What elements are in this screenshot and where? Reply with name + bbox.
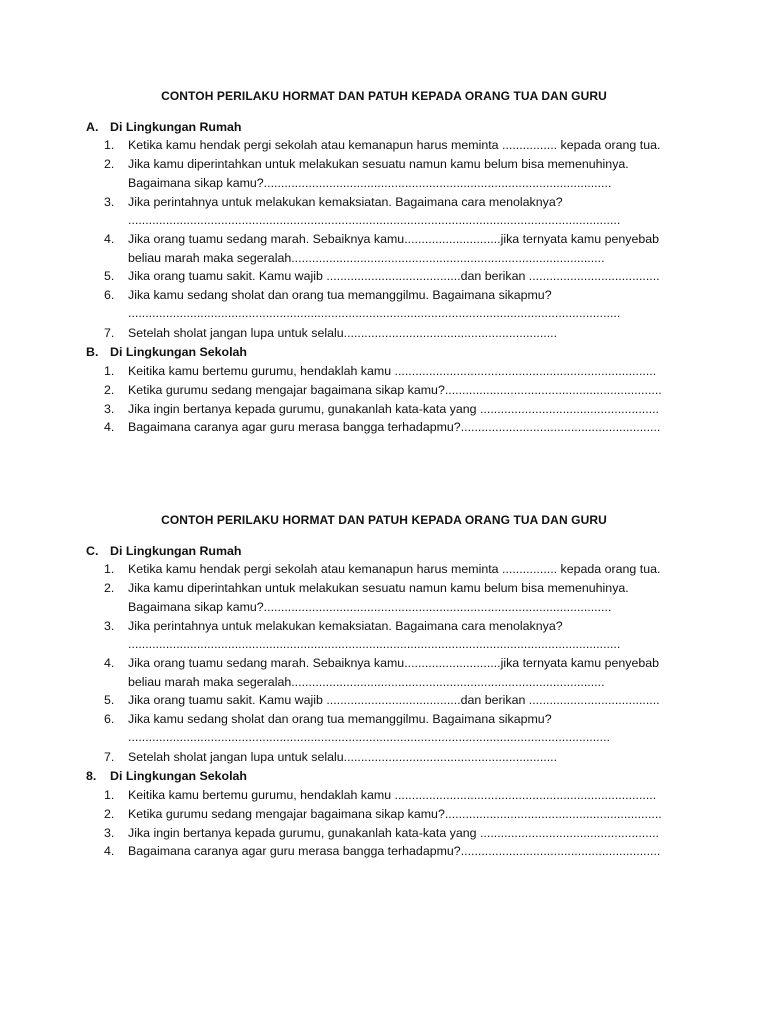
item-text: Bagaimana caranya agar guru merasa bangga terhadapmu?..........................................................	[128, 844, 661, 858]
item-text: Ketika kamu hendak pergi sekolah atau kemanapun harus meminta ................ kepada orang tua.	[128, 562, 661, 576]
item-number: 4.	[104, 232, 115, 246]
answer-line: ...............................................................................................................................................	[128, 306, 621, 320]
item-text: Setelah sholat jangan lupa untuk selalu..............................................................	[128, 750, 558, 764]
answer-line: ...............................................................................................................................................	[128, 213, 621, 227]
item-number: 1.	[104, 138, 115, 152]
item-number: 2.	[104, 383, 115, 397]
item-text: Jika orang tuamu sedang marah. Sebaiknya kamu............................jika ternyata kamu penyebab	[128, 232, 660, 246]
section-letter: C.	[86, 544, 99, 558]
item-number: 3.	[104, 826, 115, 840]
item-continuation: Bagaimana sikap kamu?.....................................................................................................	[128, 600, 612, 614]
item-text: Jika kamu diperintahkan untuk melakukan sesuatu namun kamu belum bisa memenuhinya.	[128, 581, 629, 595]
section-label: Di Lingkungan Sekolah	[110, 769, 247, 783]
item-continuation: beliau marah maka segeralah...........................................................................................	[128, 251, 605, 265]
item-number: 3.	[104, 402, 115, 416]
section-letter: B.	[86, 345, 99, 359]
item-text: Jika orang tuamu sakit. Kamu wajib .......................................dan berikan ......................................	[128, 693, 660, 707]
section-label: Di Lingkungan Sekolah	[110, 345, 247, 359]
item-text: Jika orang tuamu sakit. Kamu wajib .......................................dan berikan ......................................	[128, 269, 660, 283]
item-text: Ketika gurumu sedang mengajar bagaimana sikap kamu?...............................................................	[128, 383, 662, 397]
item-text: Keitika kamu bertemu gurumu, hendaklah kamu ............................................................................	[128, 788, 657, 802]
item-number: 1.	[104, 364, 115, 378]
item-number: 7.	[104, 326, 115, 340]
item-number: 3.	[104, 195, 115, 209]
item-number: 2.	[104, 581, 115, 595]
page-title: CONTOH PERILAKU HORMAT DAN PATUH KEPADA ORANG TUA DAN GURU	[161, 89, 607, 103]
item-number: 4.	[104, 844, 115, 858]
item-number: 6.	[104, 288, 115, 302]
item-text: Jika ingin bertanya kepada gurumu, gunakanlah kata-kata yang ....................................................	[128, 402, 660, 416]
item-number: 5.	[104, 269, 115, 283]
item-number: 1.	[104, 562, 115, 576]
item-text: Keitika kamu bertemu gurumu, hendaklah kamu ............................................................................	[128, 364, 657, 378]
item-text: Jika perintahnya untuk melakukan kemaksiatan. Bagaimana cara menolaknya?	[128, 195, 563, 209]
item-text: Jika kamu sedang sholat dan orang tua memanggilmu. Bagaimana sikapmu?	[128, 712, 552, 726]
item-text: Bagaimana caranya agar guru merasa bangga terhadapmu?..........................................................	[128, 420, 661, 434]
section-heading	[86, 769, 247, 783]
item-continuation: beliau marah maka segeralah...........................................................................................	[128, 675, 605, 689]
item-text: Jika perintahnya untuk melakukan kemaksiatan. Bagaimana cara menolaknya?	[128, 619, 563, 633]
item-number: 3.	[104, 619, 115, 633]
item-number: 7.	[104, 750, 115, 764]
item-number: 1.	[104, 788, 115, 802]
item-number: 5.	[104, 693, 115, 707]
section-heading	[86, 345, 247, 359]
answer-line: ............................................................................................................................................	[128, 730, 610, 744]
item-number: 2.	[104, 807, 115, 821]
item-text: Setelah sholat jangan lupa untuk selalu..............................................................	[128, 326, 558, 340]
item-number: 4.	[104, 656, 115, 670]
item-number: 6.	[104, 712, 115, 726]
item-number: 4.	[104, 420, 115, 434]
page-title: CONTOH PERILAKU HORMAT DAN PATUH KEPADA ORANG TUA DAN GURU	[161, 513, 607, 527]
item-text: Jika kamu diperintahkan untuk melakukan sesuatu namun kamu belum bisa memenuhinya.	[128, 157, 629, 171]
answer-line: ...............................................................................................................................................	[128, 637, 621, 651]
item-text: Jika orang tuamu sedang marah. Sebaiknya kamu............................jika ternyata kamu penyebab	[128, 656, 660, 670]
item-text: Ketika gurumu sedang mengajar bagaimana sikap kamu?...............................................................	[128, 807, 662, 821]
section-heading	[86, 120, 241, 134]
section-heading	[86, 544, 241, 558]
item-text: Jika ingin bertanya kepada gurumu, gunakanlah kata-kata yang ....................................................	[128, 826, 660, 840]
section-letter: 8.	[86, 769, 97, 783]
item-number: 2.	[104, 157, 115, 171]
item-text: Jika kamu sedang sholat dan orang tua memanggilmu. Bagaimana sikapmu?	[128, 288, 552, 302]
section-label: Di Lingkungan Rumah	[110, 120, 242, 134]
item-text: Ketika kamu hendak pergi sekolah atau kemanapun harus meminta ................ kepada orang tua.	[128, 138, 661, 152]
section-letter: A.	[86, 120, 99, 134]
section-label: Di Lingkungan Rumah	[110, 544, 242, 558]
item-continuation: Bagaimana sikap kamu?.....................................................................................................	[128, 176, 612, 190]
